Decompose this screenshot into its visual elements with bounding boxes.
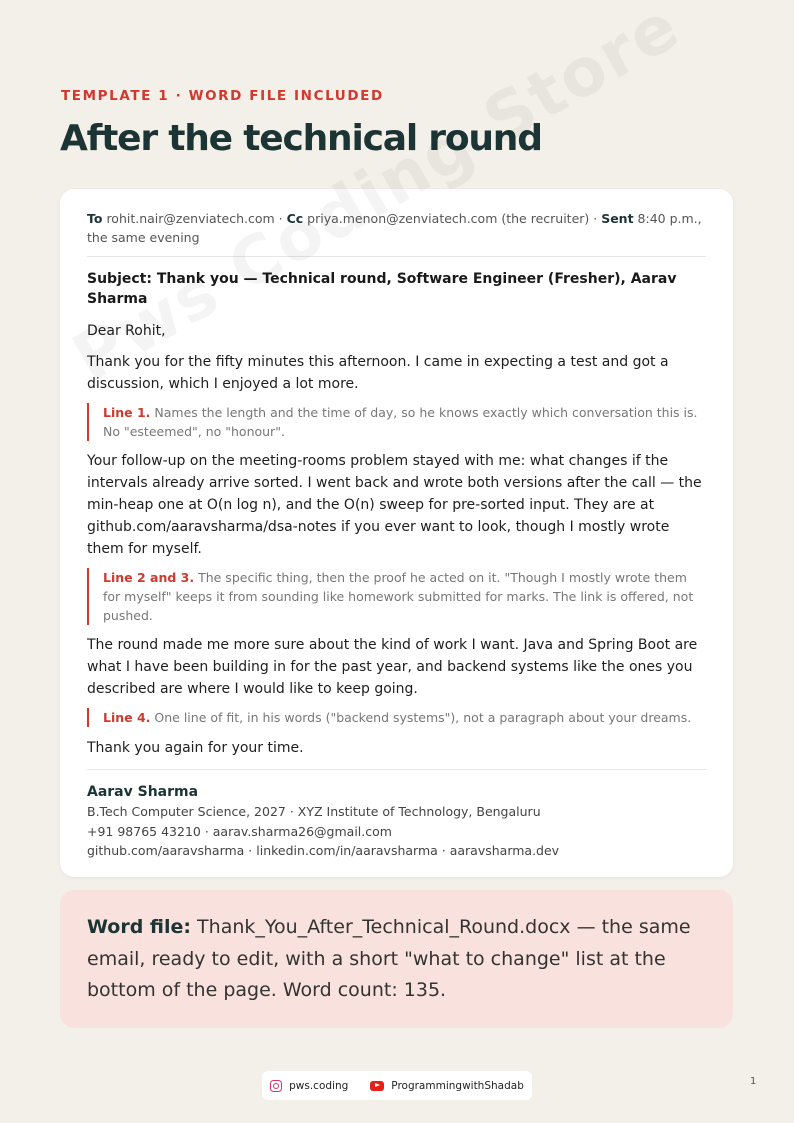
email-subject: Subject: Thank you — Technical round, Software Engineer (Fresher), Aarav Sharma: [87, 271, 677, 307]
sent-value: 8:40 p.m., the same evening: [87, 211, 702, 245]
signature-name: Aarav Sharma: [87, 784, 199, 800]
email-paragraph-1: Thank you for the fifty minutes this afternoon. I came in expecting a test and got a discussion, which I enjoyed a lot more.: [87, 354, 669, 392]
social-footer: [262, 1071, 532, 1100]
to-label: To: [87, 211, 103, 226]
email-meta: [87, 209, 706, 257]
cc-value: priya.menon@zenviatech.com (the recruiter) ·: [303, 211, 602, 226]
signature-line-2: +91 98765 43210 · aarav.sharma26@gmail.com: [87, 823, 392, 839]
email-paragraph-3: The round made me more sure about the kind of work I want. Java and Spring Boot are what I have been building in for the past year, and backend systems like the ones you described are where I would like to keep going.: [87, 637, 698, 697]
instagram-icon: [270, 1080, 282, 1092]
signature-line-3: github.com/aaravsharma · linkedin.com/in/aaravsharma · aaravsharma.dev: [87, 843, 560, 858]
word-file-text: Thank_You_After_Technical_Round.docx — the same email, ready to edit, with a short "what to change" list at the bottom of the page. Word count: 135.: [87, 916, 691, 1001]
annotation-tag: Line 4.: [103, 710, 151, 725]
page-number: 1: [750, 1076, 757, 1087]
email-signature: [87, 769, 706, 861]
youtube-icon: [370, 1081, 384, 1091]
annotation-line-2-3: [87, 568, 706, 625]
email-card: [60, 189, 733, 877]
annotation-text: The specific thing, then the proof he acted on it. "Though I mostly wrote them for myself" keeps it from sounding like homework submitted for marks. The link is offered, not pushed.: [103, 570, 694, 623]
page-title: After the technical round: [60, 118, 542, 159]
template-eyebrow: TEMPLATE 1 · WORD FILE INCLUDED: [61, 88, 384, 104]
email-closing: Thank you again for your time.: [87, 740, 304, 756]
annotation-text: Names the length and the time of day, so he knows exactly which conversation this is. No "esteemed", no "honour".: [103, 405, 698, 439]
annotation-tag: Line 2 and 3.: [103, 570, 195, 585]
youtube-link[interactable]: [370, 1080, 524, 1092]
annotation-tag: Line 1.: [103, 405, 151, 420]
youtube-channel: ProgrammingwithShadab: [391, 1079, 524, 1092]
email-paragraph-2: Your follow-up on the meeting-rooms problem stayed with me: what changes if the intervals already arrive sorted. I went back and wrote both versions after the call — the min-heap one at O(n log n), and the O(n) sweep for pre-sorted input. They are at github.com/aaravsharma/dsa-notes if you ever want to look, though I mostly wrote them for myself.: [87, 453, 702, 557]
word-file-callout: [60, 890, 733, 1028]
annotation-text: One line of fit, in his words ("backend systems"), not a paragraph about your dreams.: [150, 710, 692, 725]
sent-label: Sent: [601, 211, 634, 226]
word-file-label: Word file:: [87, 916, 191, 938]
to-value: rohit.nair@zenviatech.com ·: [102, 211, 287, 226]
annotation-line-1: [87, 403, 706, 441]
annotation-line-4: [87, 708, 706, 727]
instagram-handle: pws.coding: [289, 1079, 349, 1092]
instagram-link[interactable]: [270, 1080, 348, 1092]
cc-label: Cc: [286, 211, 304, 226]
email-greeting: Dear Rohit,: [87, 323, 166, 339]
signature-line-1: B.Tech Computer Science, 2027 · XYZ Institute of Technology, Bengaluru: [87, 804, 541, 819]
